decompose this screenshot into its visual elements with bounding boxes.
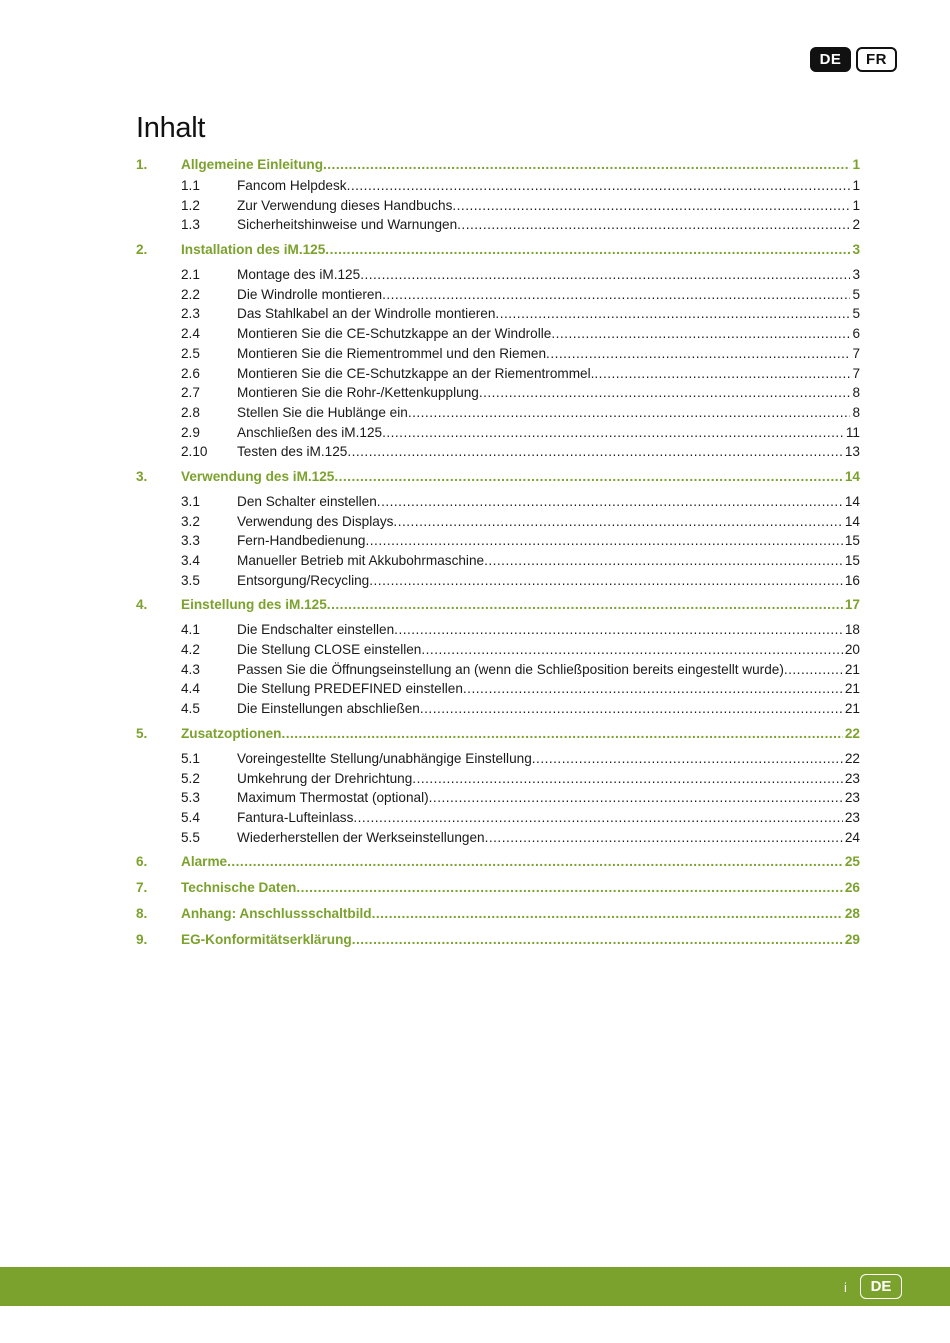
toc-entry-title: Sicherheitshinweise und Warnungen — [237, 217, 458, 233]
toc-entry-number: 4. — [136, 597, 148, 613]
toc-entry-page: 8 — [852, 385, 860, 401]
toc-entry-page: 15 — [844, 553, 860, 568]
toc-entry-title: Fancom Helpdesk — [237, 178, 347, 193]
toc-entry-page: 18 — [844, 622, 860, 638]
toc-dot-leader — [325, 239, 850, 261]
toc-entry-page: 20 — [844, 642, 860, 658]
toc-entry-page: 21 — [844, 661, 860, 677]
footer-language-badge: DE — [860, 1274, 902, 1299]
toc-dot-leader — [394, 620, 843, 640]
toc-dot-leader — [784, 660, 843, 680]
toc-entry-title: Stellen Sie die Hublänge ein — [237, 404, 408, 420]
toc-dot-leader — [408, 403, 851, 423]
toc-entry-number: 2.1 — [181, 267, 200, 283]
toc-subsection-entry[interactable] — [136, 660, 860, 680]
toc-dot-leader — [452, 196, 850, 216]
toc-entry-number: 2. — [136, 242, 148, 258]
toc-dot-leader — [551, 324, 850, 344]
toc-dot-leader — [334, 466, 843, 488]
toc-subsection-entry[interactable] — [136, 364, 860, 384]
toc-subsection-entry[interactable] — [136, 304, 860, 324]
toc-subsection-entry[interactable] — [136, 383, 860, 403]
toc-entry-page: 7 — [852, 345, 860, 361]
toc-subsection-entry[interactable] — [136, 176, 860, 196]
toc-entry-page: 17 — [844, 597, 860, 613]
toc-entry-title: Verwendung des iM.125 — [181, 468, 335, 484]
toc-subsection-entry[interactable] — [136, 620, 860, 640]
toc-entry-page: 8 — [852, 404, 860, 420]
toc-dot-leader — [369, 571, 843, 591]
toc-subsection-entry[interactable] — [136, 551, 860, 571]
toc-entry-title: Die Windrolle montieren — [237, 286, 383, 302]
toc-dot-leader — [485, 828, 843, 848]
toc-entry-title: Maximum Thermostat (optional) — [237, 790, 429, 806]
toc-subsection-entry[interactable] — [136, 749, 860, 769]
toc-entry-page: 1 — [852, 157, 860, 172]
toc-entry-title: Die Stellung PREDEFINED einstellen — [237, 681, 463, 697]
toc-entry-number: 4.5 — [181, 701, 200, 717]
toc-subsection-entry[interactable] — [136, 324, 860, 344]
toc-entry-number: 2.3 — [181, 306, 200, 322]
toc-subsection-entry[interactable] — [136, 571, 860, 591]
toc-entry-title: Fantura-Lufteinlass — [237, 809, 354, 825]
toc-section-entry[interactable] — [136, 154, 860, 176]
toc-entry-number: 1. — [136, 157, 148, 172]
toc-subsection-entry[interactable] — [136, 808, 860, 828]
toc-section-entry[interactable] — [136, 851, 860, 877]
toc-entry-number: 8. — [136, 906, 148, 922]
toc-entry-page: 14 — [844, 513, 860, 529]
toc-entry-page: 22 — [844, 750, 860, 766]
toc-dot-leader — [393, 512, 842, 532]
toc-entry-title: Fern-Handbedienung — [237, 533, 366, 549]
toc-entry-number: 3.5 — [181, 572, 200, 588]
toc-subsection-entry[interactable] — [136, 423, 860, 443]
toc-entry-number: 2.4 — [181, 326, 200, 342]
toc-section-entry[interactable] — [136, 929, 860, 955]
toc-entry-number: 1.3 — [181, 217, 200, 233]
toc-entry-title: Voreingestellte Stellung/unabhängige Einstellung — [237, 750, 532, 766]
toc-entry-page: 2 — [852, 217, 860, 233]
toc-entry-title: Montieren Sie die CE-Schutzkappe an der Windrolle — [237, 326, 552, 342]
toc-section-entry[interactable] — [136, 877, 860, 903]
toc-entry-page: 22 — [844, 725, 860, 741]
language-de-button[interactable]: DE — [810, 47, 851, 72]
toc-entry-number: 3.2 — [181, 513, 200, 529]
toc-entry-number: 6. — [136, 854, 148, 870]
toc-entry-number: 2.10 — [181, 444, 208, 460]
toc-entry-title: Anschließen des iM.125 — [237, 424, 383, 440]
toc-entry-title: Die Einstellungen abschließen — [237, 701, 420, 717]
toc-entry-number: 2.7 — [181, 385, 200, 401]
toc-entry-number: 9. — [136, 932, 148, 948]
toc-entry-title: Montage des iM.125 — [237, 267, 361, 283]
toc-entry-number: 1.1 — [181, 178, 200, 193]
toc-dot-leader — [353, 808, 843, 828]
toc-section-entry[interactable] — [136, 239, 860, 265]
toc-dot-leader — [594, 364, 850, 384]
toc-entry-title: Zusatzoptionen — [181, 725, 282, 741]
toc-dot-leader — [463, 679, 843, 699]
toc-entry-title: Den Schalter einstellen — [237, 493, 377, 509]
toc-section-entry[interactable] — [136, 723, 860, 749]
toc-dot-leader — [382, 423, 844, 443]
toc-entry-page: 14 — [844, 493, 860, 509]
toc-entry-title: Das Stahlkabel an der Windrolle montieren — [237, 306, 496, 322]
toc-entry-page: 28 — [844, 906, 860, 922]
toc-entry-number: 7. — [136, 880, 148, 896]
toc-entry-page: 5 — [852, 286, 860, 302]
toc-entry-page: 23 — [844, 809, 860, 825]
toc-entry-page: 15 — [844, 533, 860, 549]
toc-entry-title: Allgemeine Einleitung — [181, 157, 323, 172]
toc-entry-page: 6 — [852, 326, 860, 342]
toc-entry-title: Zur Verwendung dieses Handbuchs — [237, 197, 453, 213]
toc-entry-page: 11 — [845, 424, 860, 440]
toc-entry-title: Alarme — [181, 854, 228, 870]
toc-entry-number: 4.4 — [181, 681, 200, 697]
toc-subsection-entry[interactable] — [136, 828, 860, 848]
toc-entry-title: Montieren Sie die CE-Schutzkappe an der Riementrommel. — [237, 365, 595, 381]
language-switch — [810, 47, 897, 72]
toc-entry-page: 13 — [844, 444, 860, 460]
page-title: Inhalt — [136, 112, 206, 144]
toc-entry-number: 5. — [136, 725, 148, 741]
toc-entry-number: 5.5 — [181, 829, 200, 845]
toc-dot-leader — [360, 265, 850, 285]
toc-entry-number: 5.4 — [181, 809, 200, 825]
toc-dot-leader — [372, 903, 843, 925]
toc-dot-leader — [532, 749, 843, 769]
toc-entry-page: 1 — [852, 197, 860, 213]
toc-dot-leader — [420, 699, 843, 719]
toc-dot-leader — [429, 788, 843, 808]
toc-subsection-entry[interactable] — [136, 215, 860, 235]
toc-subsection-entry[interactable] — [136, 512, 860, 532]
toc-entry-page: 23 — [844, 790, 860, 806]
toc-subsection-entry[interactable] — [136, 196, 860, 216]
toc-subsection-entry[interactable] — [136, 699, 860, 719]
toc-entry-page: 29 — [844, 932, 860, 948]
toc-entry-page: 21 — [844, 701, 860, 717]
toc-entry-number: 2.8 — [181, 404, 200, 420]
toc-entry-number: 2.2 — [181, 286, 200, 302]
toc-dot-leader — [347, 176, 851, 196]
toc-subsection-entry[interactable] — [136, 344, 860, 364]
toc-entry-number: 3. — [136, 468, 148, 484]
toc-entry-number: 5.2 — [181, 770, 200, 786]
toc-entry-title: Entsorgung/Recycling — [237, 572, 370, 588]
toc-entry-number: 4.1 — [181, 622, 200, 638]
toc-entry-page: 23 — [844, 770, 860, 786]
toc-entry-page: 25 — [844, 854, 860, 870]
toc-subsection-entry[interactable] — [136, 788, 860, 808]
toc-subsection-entry[interactable] — [136, 442, 860, 462]
toc-dot-leader — [382, 285, 850, 305]
toc-dot-leader — [327, 594, 843, 616]
toc-subsection-entry[interactable] — [136, 769, 860, 789]
toc-dot-leader — [347, 442, 843, 462]
toc-subsection-entry[interactable] — [136, 492, 860, 512]
toc-entry-title: Montieren Sie die Riementrommel und den Riemen — [237, 345, 547, 361]
toc-entry-page: 16 — [844, 572, 860, 588]
language-fr-button[interactable]: FR — [856, 47, 897, 72]
toc-entry-title: Verwendung des Displays — [237, 513, 394, 529]
toc-entry-page: 14 — [844, 468, 860, 484]
toc-section-entry[interactable] — [136, 903, 860, 929]
toc-entry-page: 1 — [852, 178, 860, 193]
toc-subsection-entry[interactable] — [136, 640, 860, 660]
toc-dot-leader — [457, 215, 850, 235]
toc-entry-number: 4.3 — [181, 661, 200, 677]
toc-entry-number: 3.3 — [181, 533, 200, 549]
toc-entry-title: Wiederherstellen der Werkseinstellungen — [237, 829, 485, 845]
toc-entry-title: Anhang: Anschlussschaltbild — [181, 906, 372, 922]
toc-entry-title: Einstellung des iM.125 — [181, 597, 327, 613]
toc-subsection-entry[interactable] — [136, 531, 860, 551]
toc-subsection-entry[interactable] — [136, 265, 860, 285]
toc-entry-page: 21 — [844, 681, 860, 697]
toc-entry-number: 4.2 — [181, 642, 200, 658]
toc-entry-page: 3 — [852, 267, 860, 283]
toc-entry-title: Montieren Sie die Rohr-/Kettenkupplung — [237, 385, 479, 401]
table-of-contents — [136, 154, 860, 955]
toc-subsection-entry[interactable] — [136, 285, 860, 305]
toc-entry-number: 5.1 — [181, 750, 200, 766]
toc-dot-leader — [296, 877, 843, 899]
toc-dot-leader — [484, 551, 843, 571]
toc-entry-page: 7 — [852, 365, 860, 381]
toc-entry-number: 1.2 — [181, 197, 200, 213]
toc-section-entry[interactable] — [136, 466, 860, 492]
toc-entry-title: Installation des iM.125 — [181, 242, 326, 258]
toc-subsection-entry[interactable] — [136, 679, 860, 699]
toc-dot-leader — [323, 154, 850, 176]
toc-entry-page: 26 — [844, 880, 860, 896]
toc-dot-leader — [495, 304, 850, 324]
toc-dot-leader — [421, 640, 843, 660]
toc-entry-title: Manueller Betrieb mit Akkubohrmaschine — [237, 553, 485, 568]
toc-entry-number: 5.3 — [181, 790, 200, 806]
toc-entry-title: Umkehrung der Drehrichtung — [237, 770, 413, 786]
toc-entry-page: 5 — [852, 306, 860, 322]
toc-entry-title: Passen Sie die Öffnungseinstellung an (wenn die Schließposition bereits eingestellt wurde) — [237, 661, 784, 677]
toc-section-entry[interactable] — [136, 594, 860, 620]
toc-dot-leader — [546, 344, 850, 364]
toc-entry-title: Die Endschalter einstellen — [237, 622, 395, 638]
toc-dot-leader — [412, 769, 843, 789]
toc-entry-number: 3.1 — [181, 493, 200, 509]
toc-dot-leader — [227, 851, 843, 873]
toc-entry-number: 2.6 — [181, 365, 200, 381]
toc-dot-leader — [352, 929, 843, 951]
toc-entry-title: Technische Daten — [181, 880, 297, 896]
toc-entry-page: 3 — [852, 242, 860, 258]
toc-entry-page: 24 — [844, 829, 860, 845]
footer-bar — [0, 1267, 950, 1306]
toc-entry-title: EG-Konformitätserklärung — [181, 932, 352, 948]
toc-entry-number: 2.9 — [181, 424, 200, 440]
toc-dot-leader — [377, 492, 843, 512]
toc-entry-number: 3.4 — [181, 553, 200, 568]
toc-dot-leader — [365, 531, 842, 551]
footer-page-number: i — [844, 1280, 847, 1295]
toc-dot-leader — [281, 723, 842, 745]
toc-dot-leader — [479, 383, 851, 403]
toc-entry-title: Die Stellung CLOSE einstellen — [237, 642, 422, 658]
toc-entry-number: 2.5 — [181, 345, 200, 361]
toc-entry-title: Testen des iM.125 — [237, 444, 348, 460]
toc-subsection-entry[interactable] — [136, 403, 860, 423]
